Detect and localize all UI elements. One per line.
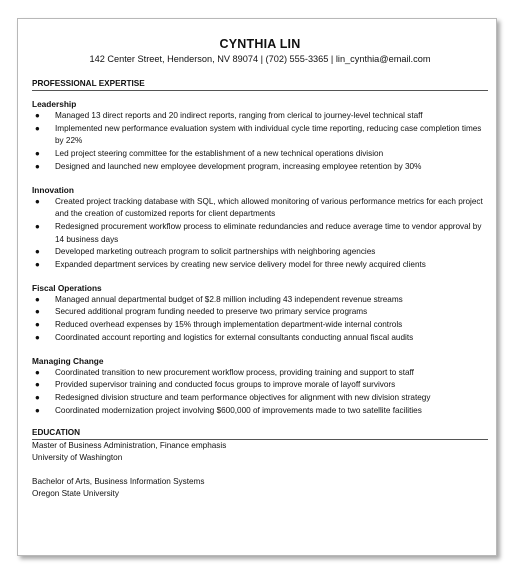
list-item: ● Redesigned division structure and team performance objectives for alignment with new division strategy bbox=[32, 392, 488, 405]
list-item: ● Coordinated transition to new procurement workflow process, providing training and support to staff bbox=[32, 367, 488, 380]
degree-name: Bachelor of Arts, Business Information Systems bbox=[32, 477, 205, 487]
resume-page bbox=[17, 18, 497, 556]
list-item: ● Redesigned procurement workflow process to eliminate redundancies and reduce average time to vendor approval by 14 business days bbox=[35, 221, 482, 244]
bullet-icon: ● bbox=[35, 380, 40, 390]
list-item: ● Managed annual departmental budget of $2.8 million including 43 independent revenue streams bbox=[32, 294, 488, 307]
list-item: ● Managed 13 direct reports and 20 indirect reports, ranging from clerical to journey-level technical staff bbox=[32, 110, 488, 123]
list-item: ● Developed marketing outreach program to solicit partnerships with neighboring agencies bbox=[32, 246, 488, 259]
group-title-innovation: Innovation bbox=[32, 184, 74, 195]
list-item: ● Led project steering committee for the establishment of a new technical operations division bbox=[32, 148, 488, 161]
section-title-education: EDUCATION bbox=[32, 427, 488, 440]
bullet-icon: ● bbox=[35, 392, 40, 402]
bullet-list-leadership bbox=[32, 110, 488, 174]
group-title-managing-change: Managing Change bbox=[32, 355, 104, 366]
list-item: ● Reduced overhead expenses by 15% through implementation department-wide internal controls bbox=[32, 319, 488, 332]
bullet-icon: ● bbox=[35, 149, 40, 159]
resume-content bbox=[32, 37, 488, 500]
group-title-fiscal-operations: Fiscal Operations bbox=[32, 282, 102, 293]
list-item: ● Coordinated account reporting and logistics for external consultants conducting annual fiscal audits bbox=[32, 332, 488, 345]
bullet-icon: ● bbox=[35, 247, 40, 257]
bullet-icon: ● bbox=[35, 123, 40, 133]
bullet-icon: ● bbox=[35, 196, 40, 206]
school-name: University of Washington bbox=[32, 453, 123, 463]
bullet-icon: ● bbox=[35, 111, 40, 120]
list-item: ● Implemented new performance evaluation system with individual cycle time reporting, reducing case completion times by 22% bbox=[35, 123, 482, 146]
list-item: ● Provided supervisor training and conducted focus groups to improve morale of layoff survivors bbox=[32, 379, 488, 392]
bullet-list-innovation bbox=[32, 196, 488, 272]
bullet-list-managing-change bbox=[32, 367, 488, 418]
list-item: ● Coordinated modernization project involving $600,000 of improvements made to two satellite facilities bbox=[32, 405, 488, 418]
degree-name: Master of Business Administration, Finance emphasis bbox=[32, 441, 227, 451]
section-title-expertise: PROFESSIONAL EXPERTISE bbox=[32, 78, 488, 91]
bullet-icon: ● bbox=[35, 405, 40, 415]
bullet-list-fiscal-operations bbox=[32, 294, 488, 345]
contact-line: 142 Center Street, Henderson, NV 89074 | (702) 555-3365 | lin_cynthia@email.com bbox=[89, 54, 431, 64]
bullet-icon: ● bbox=[35, 367, 40, 377]
bullet-icon: ● bbox=[35, 332, 40, 342]
bullet-icon: ● bbox=[35, 307, 40, 317]
bullet-icon: ● bbox=[35, 294, 40, 304]
list-item: ● Designed and launched new employee development program, increasing employee retention by 30% bbox=[32, 161, 488, 174]
bullet-icon: ● bbox=[35, 161, 40, 171]
group-title-leadership: Leadership bbox=[32, 99, 77, 109]
bullet-icon: ● bbox=[35, 320, 40, 330]
bullet-icon: ● bbox=[35, 260, 40, 270]
candidate-name: CYNTHIA LIN bbox=[219, 37, 301, 51]
school-name: Oregon State University bbox=[32, 489, 119, 499]
list-item: ● Secured additional program funding needed to preserve two primary service programs bbox=[32, 306, 488, 319]
bullet-icon: ● bbox=[35, 221, 40, 231]
list-item: ● Expanded department services by creating new service delivery model for three newly acquired clients bbox=[32, 259, 488, 272]
list-item: ● Created project tracking database with SQL, which allowed monitoring of various performance metrics for each project and the creation of customized reports for client departments bbox=[35, 196, 483, 219]
